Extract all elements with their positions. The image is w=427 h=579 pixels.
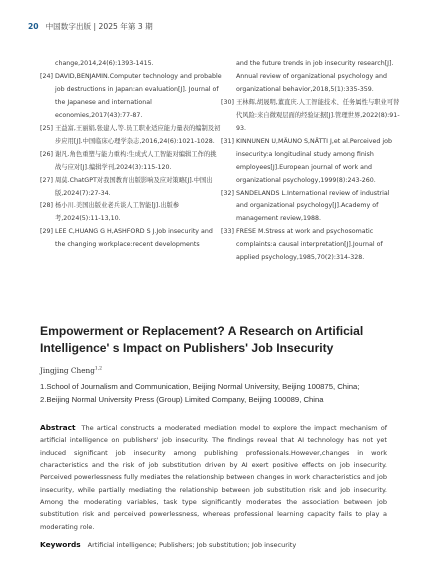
reference-number: [31] — [221, 137, 234, 145]
keywords-text: Artificial intelligence; Publishers; Job substitution; Job insecurity — [87, 541, 297, 549]
reference-number: [33] — [221, 228, 234, 236]
reference-item — [221, 188, 403, 227]
reference-number: [32] — [221, 189, 234, 197]
reference-continuation: change,2014,24(6):1393-1415. — [55, 60, 154, 67]
references-right-column — [221, 58, 403, 265]
reference-number: [29] — [40, 228, 53, 236]
author-affiliation-marker: 1,2 — [94, 366, 103, 372]
reference-number: [30] — [221, 98, 234, 106]
author-line — [40, 366, 102, 375]
reference-item — [40, 71, 222, 123]
reference-text: 杨小川.美国出版业老兵谈人工智能[J].出版参考,2024(5):11-13,10. — [55, 202, 180, 223]
reference-number: [26] — [40, 150, 53, 158]
reference-item — [40, 123, 222, 149]
reference-text: LEE C,HUANG G H,ASHFORD S J.Job insecurity and the changing workplace:recent developments — [55, 228, 213, 249]
reference-text: 周莫.ChatGPT对我国教育出版影响及应对策略[J].中国出版,2024(7):27-34. — [55, 176, 213, 197]
reference-text: KINNUNEN U,MÄUNO S,NÄTTI J,et al.Perceived job insecurity:a longitudinal study among finish employees[J].European journal of work and organizational psychology,1999(8):243-260. — [236, 137, 393, 184]
reference-number: [25] — [40, 124, 53, 132]
reference-item — [221, 136, 403, 188]
affiliations — [40, 381, 420, 406]
journal-info: 中国数字出版 | 2025 年第 3 期 — [45, 22, 153, 31]
reference-text: 王益富,王丽娟,张建人,等.员工职业适应能力量表的编制及初步应用[J].中国临床心理学杂志,2016,24(6):1021-1028. — [55, 124, 221, 145]
reference-text: DAVID,BENJAMIN.Computer technology and probable job destructions in Japan:an evaluation[J]. Journal of the Japanese and international economies,2017(43):77-87. — [55, 72, 222, 119]
reference-number: [24] — [40, 72, 53, 80]
article-title: Empowerment or Replacement? A Research on Artificial Intelligence' s Impact on Publishers' Job Insecurity — [40, 324, 364, 355]
affiliation-2: 2.Beijing Normal University Press (Group) Limited Company, Beijing 100089, China — [40, 394, 324, 404]
reference-item — [40, 226, 222, 252]
page-header — [28, 21, 153, 32]
affiliation-1: 1.School of Journalism and Communication, Beijing Normal University, Beijing 100875, China; — [40, 382, 360, 391]
abstract-label: Abstract — [40, 423, 76, 432]
reference-item — [40, 149, 222, 175]
reference-item — [40, 200, 222, 226]
reference-item — [221, 226, 403, 265]
reference-text: SANDELANDS L.International review of industrial and organizational psychology[J].Academy of management review,1988. — [236, 189, 390, 223]
author-name: Jingjing Cheng — [40, 366, 95, 375]
reference-continuation: and the future trends in job insecurity research[J]. Annual review of organizational psychology and organizational behavior,2018,5(1):335-359. — [236, 60, 394, 93]
reference-number: [27] — [40, 176, 53, 184]
reference-item — [40, 175, 222, 201]
reference-text: 谢凡.角色重塑与能力重构:生成式人工智能对编辑工作的挑战与应对[J].编辑学刊,2024(3):115-120. — [55, 150, 217, 171]
reference-text: 王林辉,胡晟明,董直庆.人工智能技术、任务属性与职业可替代风险:来自微观层面的经验证据[J].管理世界,2022(8):91-93. — [236, 98, 400, 132]
reference-number: [28] — [40, 202, 53, 210]
abstract — [40, 422, 387, 533]
references-left-column — [40, 58, 222, 252]
reference-text: FRESE M.Stress at work and psychosomatic complaints:a causal interpretation[J].Journal of applied psychology,1985,70(2):314-328. — [236, 228, 383, 262]
keywords — [40, 540, 296, 549]
page-number: 20 — [28, 22, 39, 31]
keywords-label: Keywords — [40, 540, 81, 549]
abstract-text: The artical constructs a moderated mediation model to explore the impact mechanism of artificial intelligence on publishers' job insecurity. The findings reveal that AI technology has not yet induced significant job insecurity among publishing professionals.However,changes in work characteristics and the risk of job substitution driven by AI exert positive effects on job insecurity. Perceived powerlessness fully mediates the relationship between changes in work characteristics and job insecurity, while partially mediating the relationship between job substitution risk and job insecurity. Among the moderating variables, task type significantly moderates the association between job substitution risk and perceived powerlessness, whereas professional learning capacity fails to play a moderating role. — [40, 424, 387, 531]
reference-item — [221, 97, 403, 136]
